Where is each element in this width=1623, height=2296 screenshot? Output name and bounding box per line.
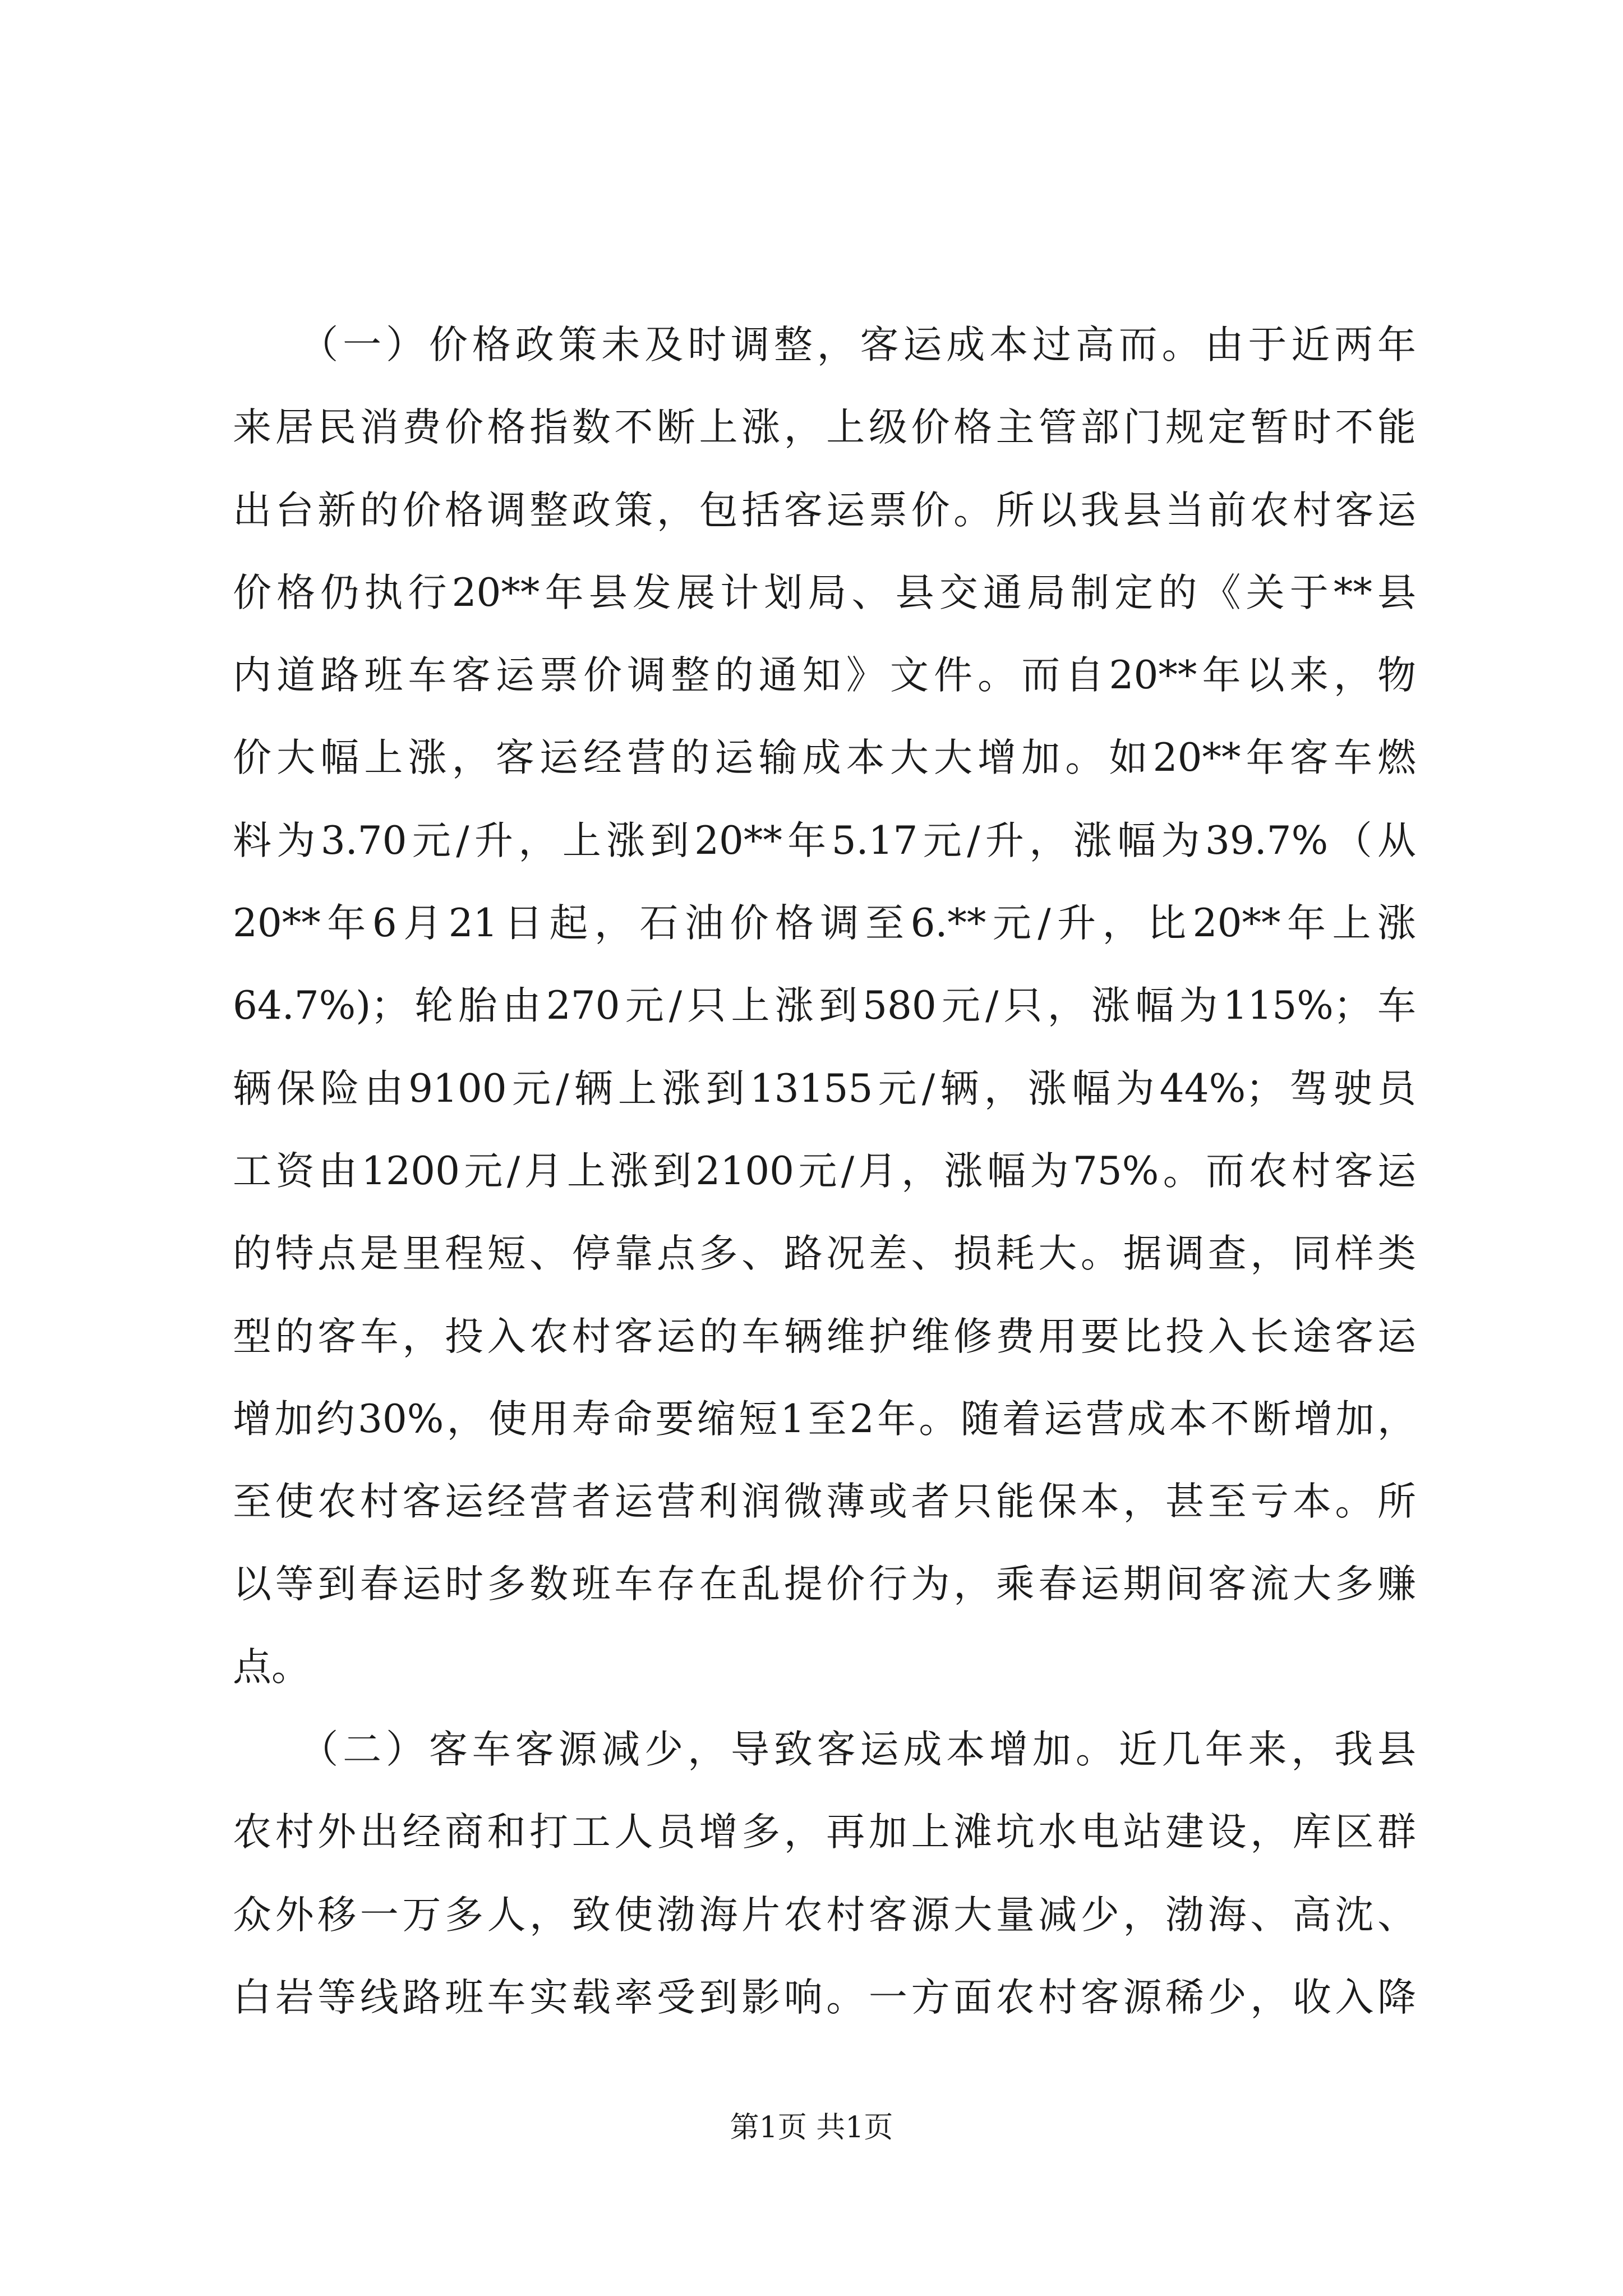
text-line: 内道路班车客运票价调整的通知》文件。而自20**年以来，物 bbox=[233, 653, 1416, 698]
text-line: 料为3.70元/升，上涨到20**年5.17元/升，涨幅为39.7%（从 bbox=[233, 818, 1416, 863]
text-line: 型的客车，投入农村客运的车辆维护维修费用要比投入长途客运 bbox=[233, 1314, 1416, 1359]
text-line: 至使农村客运经营者运营利润微薄或者只能保本，甚至亏本。所 bbox=[233, 1479, 1416, 1525]
text-line: 的特点是里程短、停靠点多、路况差、损耗大。据调查，同样类 bbox=[233, 1231, 1416, 1277]
text-line: （二）客车客源减少，导致客运成本增加。近几年来，我县 bbox=[233, 1727, 1416, 1773]
text-line: 出台新的价格调整政策，包括客运票价。所以我县当前农村客运 bbox=[233, 487, 1416, 533]
text-line: 价大幅上涨，客运经营的运输成本大大增加。如20**年客车燃 bbox=[233, 735, 1416, 781]
page-footer: 第1页 共1页 bbox=[730, 2111, 893, 2145]
text-line: 来居民消费价格指数不断上涨，上级价格主管部门规定暂时不能 bbox=[233, 405, 1416, 450]
text-line: 白岩等线路班车实载率受到影响。一方面农村客源稀少，收入降 bbox=[233, 1975, 1416, 2020]
text-line: 工资由1200元/月上涨到2100元/月，涨幅为75%。而农村客运 bbox=[233, 1148, 1416, 1194]
body-text bbox=[233, 304, 1416, 2039]
text-line: （一）价格政策未及时调整，客运成本过高而。由于近两年 bbox=[233, 323, 1416, 367]
text-line: 20**年6月21日起，石油价格调至6.**元/升，比20**年上涨 bbox=[233, 901, 1416, 946]
text-line: 以等到春运时多数班车存在乱提价行为，乘春运期间客流大多赚 bbox=[233, 1562, 1416, 1607]
text-line: 众外移一万多人，致使渤海片农村客源大量减少，渤海、高沈、 bbox=[233, 1892, 1416, 1938]
text-line: 64.7%)；轮胎由270元/只上涨到580元/只，涨幅为115%；车 bbox=[233, 983, 1416, 1029]
text-line: 辆保险由9100元/辆上涨到13155元/辆，涨幅为44%；驾驶员 bbox=[233, 1066, 1416, 1111]
text-line: 点。 bbox=[233, 1644, 310, 1690]
text-line: 增加约30%，使用寿命要缩短1至2年。随着运营成本不断增加， bbox=[233, 1396, 1416, 1442]
text-line: 价格仍执行20**年县发展计划局、县交通局制定的《关于**县 bbox=[233, 570, 1416, 615]
text-line: 农村外出经商和打工人员增多，再加上滩坑水电站建设，库区群 bbox=[233, 1810, 1416, 1855]
